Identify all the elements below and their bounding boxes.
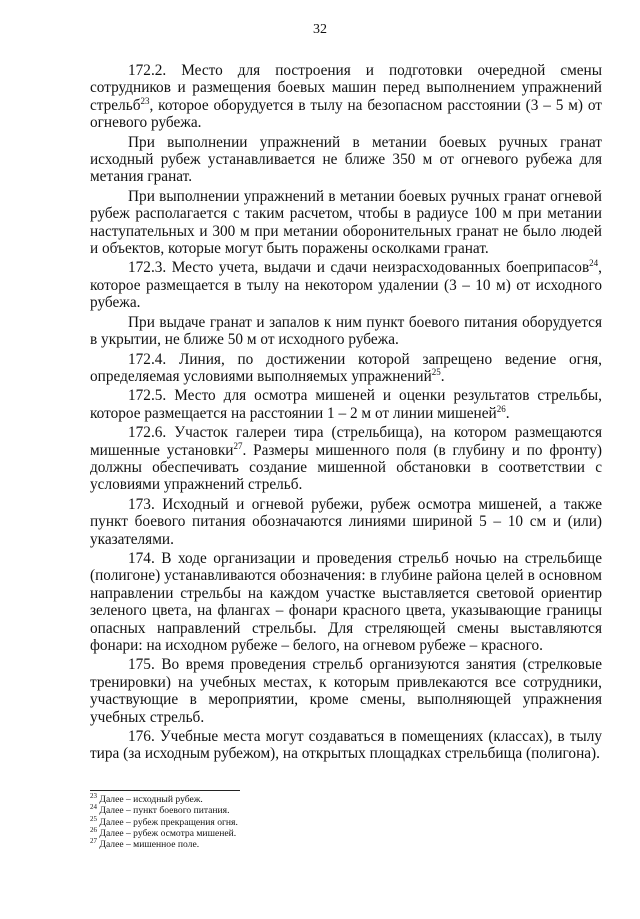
footnotes <box>90 790 602 850</box>
text-run: 172.5. Место для осмотра мишеней и оценки результатов стрельбы, которое размещается на расстоянии 1 – 2 м от линии мишеней <box>90 387 602 422</box>
footnote-ref: 25 <box>431 366 441 377</box>
footnote-text: Далее – пункт боевого питания. <box>97 805 230 817</box>
paragraph-grenade-fire-line <box>90 188 602 258</box>
footnote-27 <box>90 839 602 850</box>
footnote-text: Далее – рубеж осмотра мишеней. <box>97 827 237 839</box>
footnote-text: Далее – мишенное поле. <box>97 839 200 851</box>
footnote-number: 23 <box>90 791 97 800</box>
footnote-number: 25 <box>90 814 97 823</box>
footnote-23 <box>90 791 602 805</box>
text-run: 173. Исходный и огневой рубежи, рубеж осмотра мишеней, а также пункт боевого питания обозначаются линиями шириной 5 – 10 см и (или) указателями. <box>90 495 602 548</box>
paragraph-172-5 <box>90 387 602 422</box>
paragraph-175 <box>90 656 602 726</box>
text-run: 176. Учебные места могут создаваться в помещениях (классах), в тылу тира (за исходным рубежом), на открытых площадках стрельбища (полигона). <box>90 728 602 763</box>
footnote-number: 26 <box>90 825 97 834</box>
paragraph-172-4 <box>90 351 602 386</box>
text-run: 172.3. Место учета, выдачи и сдачи неизрасходованных боеприпасов <box>128 259 590 277</box>
footnote-25 <box>90 814 602 828</box>
footnote-text: Далее – рубеж прекращения огня. <box>97 816 238 828</box>
footnote-ref: 26 <box>496 403 506 414</box>
paragraph-172-6 <box>90 424 602 494</box>
paragraph-172-2 <box>90 62 602 132</box>
paragraph-grenade-issue <box>90 314 602 349</box>
text-run: 175. Во время проведения стрельб организуются занятия (стрелковые тренировки) на учебных местах, к которым привлекаются все сотрудники, участвующие в мероприятии, кроме смены, выполняющей упражнения учебных стрельб. <box>90 656 602 726</box>
text-run: . <box>440 367 445 385</box>
footnote-number: 27 <box>90 837 97 845</box>
footnote-number: 24 <box>90 803 97 812</box>
body-text <box>90 62 602 765</box>
footnote-text: Далее – исходный рубеж. <box>97 794 203 805</box>
footnote-24 <box>90 805 602 816</box>
text-run: 172.6. Участок галереи тира (стрельбища), на котором размещаются мишенные установки <box>90 424 602 459</box>
text-run: . <box>505 404 510 422</box>
paragraph-172-3 <box>90 259 602 311</box>
footnote-ref: 27 <box>233 440 243 451</box>
footnote-ref: 23 <box>140 95 150 106</box>
paragraph-173 <box>90 496 602 548</box>
paragraph-174 <box>90 550 602 654</box>
text-run: При выдаче гранат и запалов к ним пункт боевого питания оборудуется в укрытии, не ближе 50 м от исходного рубежа. <box>90 313 602 349</box>
page-number: 32 <box>313 22 327 37</box>
footnote-separator <box>90 790 240 791</box>
text-run: При выполнении упражнений в метании боевых ручных гранат исходный рубеж устанавливается не ближе 350 м от огневого рубежа для метания гранат. <box>90 133 602 186</box>
footnote-ref: 24 <box>589 258 599 269</box>
text-run: 174. В ходе организации и проведения стрельб ночью на стрельбище (полигоне) устанавливаются обозначения: в глубине района целей в основном направлении стрельбы на каждом участке выставляется световой ориентир зеленого цвета, на флангах – фонари красного цвета, указывающие границы опасных направлений стрельбы. Для стреляющей смены выставляются фонари: на исходном рубеже – белого, на огневом рубеже – красного. <box>90 549 602 654</box>
footnote-26 <box>90 825 602 839</box>
text-run: 172.4. Линия, по достижении которой запрещено ведение огня, определяемая условиями выполняемых упражнений <box>90 350 602 385</box>
text-run: 172.2. Место для построения и подготовки очередной смены сотрудников и размещения боевых машин перед выполнением упражнений стрельб <box>90 62 602 114</box>
text-run: . Размеры мишенного поля (в глубину и по фронту) должны обеспечивать создание мишенной обстановки в соответствии с условиями упражнений стрельб. <box>90 441 602 494</box>
text-run: При выполнении упражнений в метании боевых ручных гранат огневой рубеж располагается с таким расчетом, чтобы в радиусе 100 м при метании наступательных и 300 м при метании оборонительных гранат не было людей и объектов, которые могут быть поражены осколками гранат. <box>90 187 602 258</box>
text-run: , которое размещается в тылу на некотором удалении (3 – 10 м) от исходного рубежа. <box>90 259 602 312</box>
text-run: , которое оборудуется в тылу на безопасном расстоянии (3 – 5 м) от огневого рубежа. <box>90 96 602 132</box>
paragraph-176 <box>90 728 602 763</box>
paragraph-grenade-start <box>90 134 602 186</box>
